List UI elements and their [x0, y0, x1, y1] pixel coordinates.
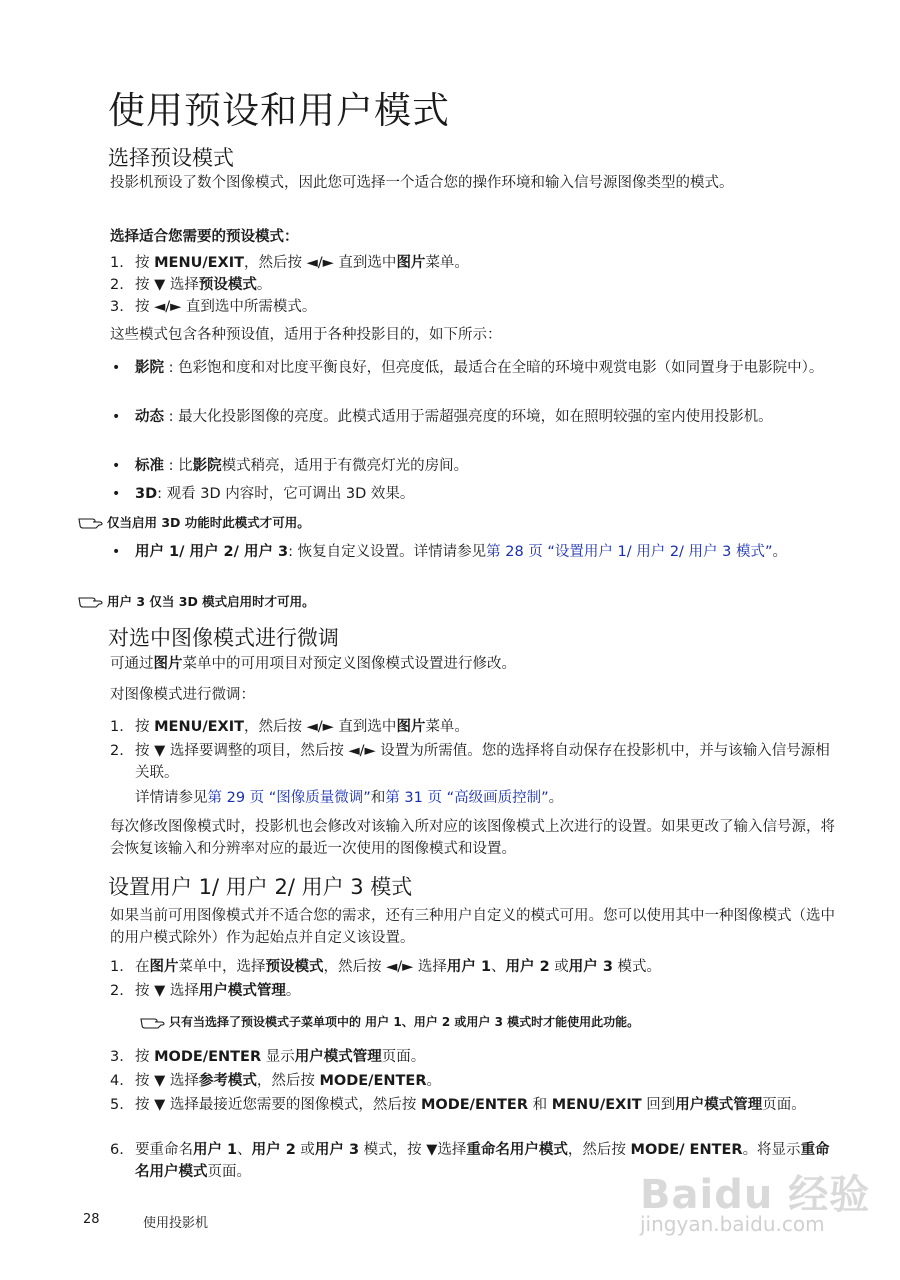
section1-subheading: 选择适合您需要的预设模式：: [110, 229, 299, 245]
section2-intro: 可通过图片菜单中的可用项目对预定义图像模式设置进行修改。: [110, 656, 516, 672]
step-number: 1.: [110, 255, 124, 271]
modes-intro: 这些模式包含各种预设值，适用于各种投影目的，如下所示：: [110, 327, 502, 343]
bullet: •: [112, 458, 121, 474]
section-heading-finetune: 对选中图像模式进行微调: [108, 626, 339, 650]
step-number: 4.: [110, 1073, 124, 1089]
step-text: 按 ▼ 选择最接近您需要的图像模式，然后按 MODE/ENTER 和 MENU/EXIT 回到用户模式管理页面。: [135, 1097, 806, 1113]
note-user3: [78, 592, 315, 610]
note-3d-only: [78, 513, 310, 531]
section2-outro: 每次修改图像模式时，投影机也会修改对该输入所对应的该图像模式上次进行的设置。如果更改了输入信号源，将会恢复该输入和分辨率对应的最近一次使用的图像模式和设置。: [110, 819, 835, 857]
step-text: 按 MODE/ENTER 显示用户模式管理页面。: [135, 1049, 426, 1065]
link-set-user-mode[interactable]: 第 28 页 “设置用户 1/ 用户 2/ 用户 3 模式”: [486, 544, 773, 560]
link-image-quality[interactable]: 第 29 页 “图像质量微调”: [207, 790, 371, 806]
section2-sub: 对图像模式进行微调：: [110, 687, 255, 703]
bullet: •: [112, 544, 121, 560]
step-text: 按 MENU/EXIT，然后按 ◄/► 直到选中图片菜单。: [135, 255, 469, 271]
note-text: 用户 3 仅当 3D 模式启用时才可用。: [107, 594, 315, 609]
footer-page-number: 28: [83, 1212, 100, 1227]
note-text: 只有当选择了预设模式子菜单项中的 用户 1、用户 2 或用户 3 模式时才能使用此功能。: [169, 1015, 640, 1029]
step-text: 按 MENU/EXIT，然后按 ◄/► 直到选中图片菜单。: [135, 719, 469, 735]
mode-text: 用户 1/ 用户 2/ 用户 3: 恢复自定义设置。详情请参见第 28 页 “设置用户 1/ 用户 2/ 用户 3 模式”。: [135, 544, 788, 560]
baidu-watermark-url: jingyan.baidu.com: [640, 1212, 825, 1236]
note-hand-icon: [78, 594, 104, 608]
note-text: 仅当启用 3D 功能时此模式才可用。: [107, 515, 310, 530]
section-heading-user-mode: 设置用户 1/ 用户 2/ 用户 3 模式: [108, 875, 413, 899]
mode-text: 标准 : 比影院模式稍亮，适用于有微亮灯光的房间。: [135, 458, 469, 474]
bullet: •: [112, 486, 121, 502]
step-text: 在图片菜单中，选择预设模式，然后按 ◄/► 选择用户 1、用户 2 或用户 3 模式。: [135, 959, 662, 975]
mode-text: 3D: 观看 3D 内容时，它可调出 3D 效果。: [135, 486, 415, 502]
step-number: 2.: [110, 983, 124, 999]
note-user-mode-available: [140, 1013, 639, 1030]
note-hand-icon: [140, 1015, 166, 1029]
step-number: 1.: [110, 959, 124, 975]
link-advanced-quality[interactable]: 第 31 页 “高级画质控制”: [385, 790, 549, 806]
section2-reference: 详情请参见第 29 页 “图像质量微调”和第 31 页 “高级画质控制”。: [135, 790, 564, 806]
step-text: 按 ▼ 选择预设模式。: [135, 277, 272, 293]
mode-text: 影院 : 色彩饱和度和对比度平衡良好，但亮度低，最适合在全暗的环境中观赏电影（如同置身于电影院中）。: [135, 360, 824, 376]
step-number: 3.: [110, 299, 124, 315]
step-number: 5.: [110, 1097, 124, 1113]
step-text: 按 ◄/► 直到选中所需模式。: [135, 299, 317, 315]
section1-intro: 投影机预设了数个图像模式，因此您可选择一个适合您的操作环境和输入信号源图像类型的模式。: [110, 175, 734, 191]
step-text: 要重命名用户 1、用户 2 或用户 3 模式，按 ▼选择重命名用户模式，然后按 MODE/ ENTER。将显示重命名用户模式页面。: [135, 1142, 830, 1180]
note-hand-icon: [78, 515, 104, 529]
footer-section: 使用投影机: [143, 1216, 209, 1231]
bullet: •: [112, 360, 121, 376]
step-number: 2.: [110, 277, 124, 293]
step-number: 3.: [110, 1049, 124, 1065]
step-number: 2.: [110, 743, 124, 759]
step-number: 1.: [110, 719, 124, 735]
step-text: 按 ▼ 选择参考模式，然后按 MODE/ENTER。: [135, 1073, 441, 1089]
page-title: 使用预设和用户模式: [108, 89, 450, 132]
baidu-watermark: Baidu 经验: [640, 1172, 871, 1218]
step-text: 按 ▼ 选择用户模式管理。: [135, 983, 301, 999]
bullet: •: [112, 409, 121, 425]
mode-text: 动态 : 最大化投影图像的亮度。此模式适用于需超强亮度的环境，如在照明较强的室内使用投影机。: [135, 409, 773, 425]
section3-intro: 如果当前可用图像模式并不适合您的需求，还有三种用户自定义的模式可用。您可以使用其中一种图像模式（选中的用户模式除外）作为起始点并自定义该设置。: [110, 908, 835, 946]
step-text: 按 ▼ 选择要调整的项目，然后按 ◄/► 设置为所需值。您的选择将自动保存在投影机中，并与该输入信号源相关联。: [135, 743, 830, 781]
step-number: 6.: [110, 1142, 124, 1158]
section-heading-preset: 选择预设模式: [108, 146, 234, 170]
